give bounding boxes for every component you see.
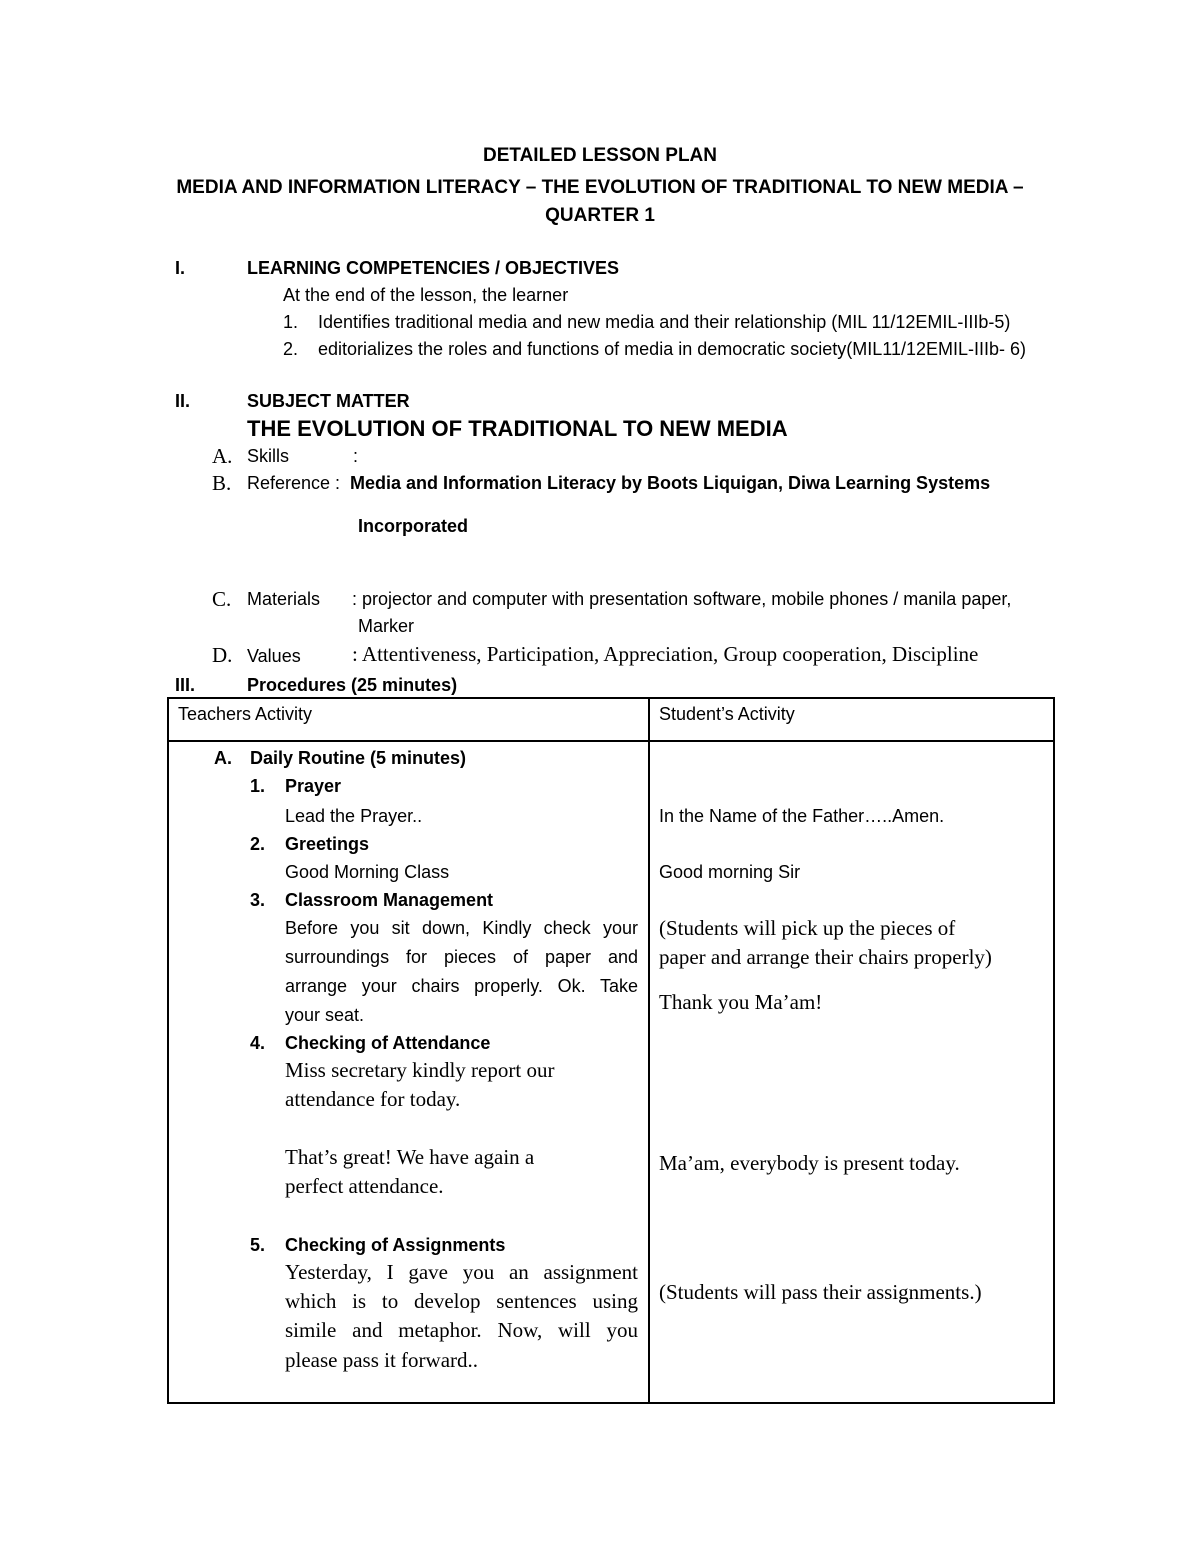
teacher-line: simile and metaphor. Now, will you [285, 1318, 638, 1342]
item-letter-d: D. [212, 643, 233, 667]
teacher-line: Good Morning Class [285, 862, 450, 882]
item-letter-c: C. [212, 587, 232, 611]
objective-number: 2. [283, 339, 299, 359]
student-line: Ma’am, everybody is present today. [659, 1151, 960, 1175]
materials-value-cont: Marker [358, 616, 415, 636]
materials-label: Materials [247, 589, 321, 609]
student-line: (Students will pick up the pieces of [659, 916, 956, 940]
step-number: 3. [250, 890, 266, 910]
values-value: : Attentiveness, Participation, Appreciation, Group cooperation, Discipline [352, 642, 979, 666]
teacher-line: your seat. [285, 1005, 365, 1025]
step-number: 2. [250, 834, 266, 854]
objective-item: Identifies traditional media and new media and their relationship (MIL 11/12EMIL-IIIb-5) [318, 312, 1011, 332]
document-quarter: QUARTER 1 [545, 205, 655, 226]
step-title: Classroom Management [285, 890, 494, 910]
teacher-line: which is to develop sentences using [285, 1289, 638, 1313]
values-label: Values [247, 646, 301, 666]
section-1-heading: LEARNING COMPETENCIES / OBJECTIVES [247, 258, 620, 278]
document-subtitle: MEDIA AND INFORMATION LITERACY – THE EVOLUTION OF TRADITIONAL TO NEW MEDIA – [176, 177, 1024, 198]
table-header-divider [167, 740, 1055, 742]
section-1-numeral: I. [175, 258, 186, 278]
materials-value: : projector and computer with presentation software, mobile phones / manila paper, [352, 589, 1012, 609]
teacher-column-header: Teachers Activity [178, 704, 313, 724]
objective-number: 1. [283, 312, 299, 332]
document-title: DETAILED LESSON PLAN [483, 145, 717, 166]
routine-letter: A. [214, 748, 232, 768]
reference-value: Media and Information Literacy by Boots Liquigan, Diwa Learning Systems [350, 473, 991, 493]
teacher-line: attendance for today. [285, 1087, 461, 1111]
step-title: Checking of Assignments [285, 1235, 506, 1255]
objectives-intro: At the end of the lesson, the learner [283, 285, 569, 305]
teacher-line: Miss secretary kindly report our [285, 1058, 555, 1082]
step-number: 1. [250, 776, 266, 796]
teacher-line: perfect attendance. [285, 1174, 444, 1198]
skills-separator: : [353, 446, 359, 466]
teacher-line: please pass it forward.. [285, 1348, 479, 1372]
student-line: paper and arrange their chairs properly) [659, 945, 992, 969]
step-number: 5. [250, 1235, 266, 1255]
section-3-numeral: III. [175, 675, 196, 695]
section-3-heading: Procedures (25 minutes) [247, 675, 458, 695]
teacher-line: Before you sit down, Kindly check your [285, 918, 638, 938]
section-2-heading: SUBJECT MATTER [247, 391, 410, 411]
item-letter-b: B. [212, 471, 232, 495]
step-title: Checking of Attendance [285, 1033, 491, 1053]
reference-label: Reference : [247, 473, 341, 493]
item-letter-a: A. [212, 444, 233, 468]
teacher-line: Yesterday, I gave you an assignment [285, 1260, 638, 1284]
student-line: Good morning Sir [659, 862, 801, 882]
student-line: Thank you Ma’am! [659, 990, 823, 1014]
objective-item: editorializes the roles and functions of media in democratic society(MIL11/12EMIL-IIIb- 6) [318, 339, 1026, 359]
teacher-line: That’s great! We have again a [285, 1145, 535, 1169]
teacher-line: arrange your chairs properly. Ok. Take [285, 976, 638, 996]
teacher-line: surroundings for pieces of paper and [285, 947, 638, 967]
student-line: In the Name of the Father…..Amen. [659, 806, 945, 826]
routine-title: Daily Routine (5 minutes) [250, 748, 467, 768]
student-line: (Students will pass their assignments.) [659, 1280, 982, 1304]
skills-label: Skills [247, 446, 290, 466]
table-column-divider [648, 697, 650, 1404]
student-column-header: Student’s Activity [659, 704, 795, 724]
lesson-topic: THE EVOLUTION OF TRADITIONAL TO NEW MEDIA [247, 416, 788, 441]
reference-value-cont: Incorporated [358, 516, 469, 536]
teacher-line: Lead the Prayer.. [285, 806, 423, 826]
section-2-numeral: II. [175, 391, 191, 411]
step-title: Prayer [285, 776, 342, 796]
step-title: Greetings [285, 834, 370, 854]
step-number: 4. [250, 1033, 266, 1053]
